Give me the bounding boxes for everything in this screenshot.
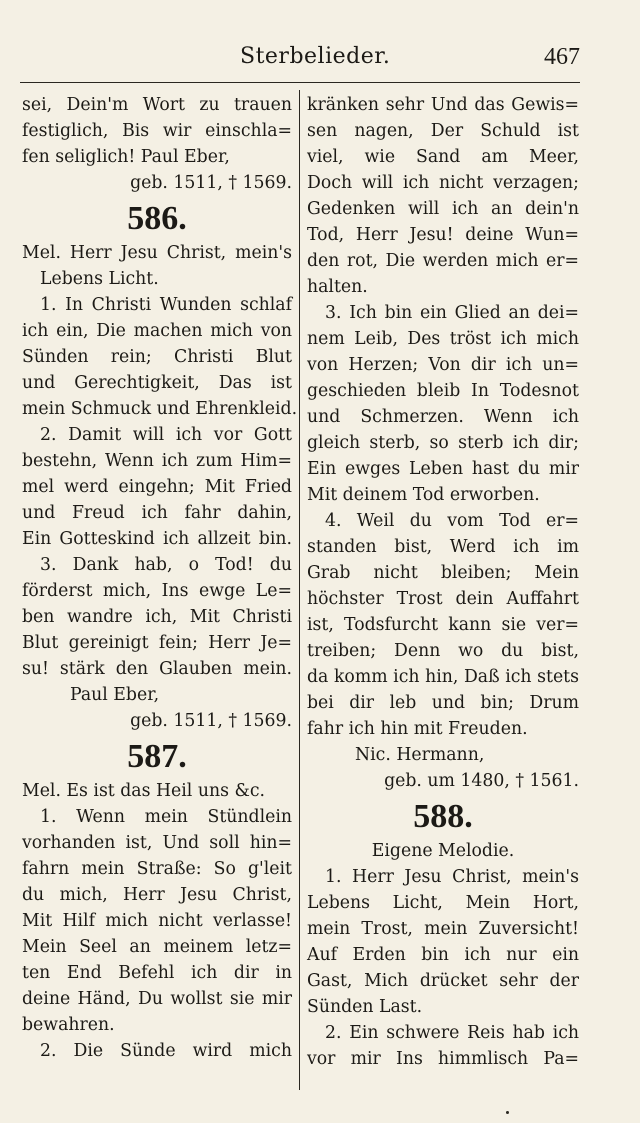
right-text-line: höchster Trost dein Auffahrt (307, 589, 579, 609)
right-text-line: vor mir Ins himmlisch Pa= (307, 1049, 579, 1069)
right-text-line: nem Leib, Des tröst ich mich (307, 329, 579, 349)
left-text-line: 1. In Christi Wunden schlaf (40, 295, 292, 315)
right-text-line: geb. um 1480, † 1561. (384, 771, 579, 791)
left-text-line: 3. Dank hab, o Tod! du (40, 555, 292, 575)
right-text-line: Gast, Mich drücket sehr der (307, 971, 579, 991)
right-text-line: sen nagen, Der Schuld ist (307, 121, 579, 141)
right-text-line: Lebens Licht, Mein Hort, (307, 893, 579, 913)
left-text-line: su! stärk den Glauben mein. (22, 659, 292, 679)
right-text-line: 3. Ich bin ein Glied an dei= (325, 303, 579, 323)
left-text-line: mel werd eingehn; Mit Fried (22, 477, 292, 497)
left-text-line: bewahren. (22, 1015, 115, 1035)
hymn-number: 587. (127, 738, 187, 775)
print-speck (506, 1111, 509, 1114)
left-text-line: und Freud ich fahr dahin, (22, 503, 292, 523)
right-text-line: mein Trost, mein Zuversicht! (307, 919, 579, 939)
left-text-line: fen seliglich! Paul Eber, (22, 147, 230, 167)
left-text-line: festiglich, Bis wir einschla= (22, 121, 292, 141)
right-text-line: Nic. Hermann, (355, 745, 485, 765)
left-text-line: Mel. Herr Jesu Christ, mein's (22, 243, 292, 263)
left-text-line: Mel. Es ist das Heil uns &c. (22, 781, 265, 801)
right-text-line: fahr ich hin mit Freuden. (307, 719, 528, 739)
right-text-line: geschieden bleib In Todesnot (307, 381, 579, 401)
left-text-line: Sünden rein; Christi Blut (22, 347, 292, 367)
right-text-line: Tod, Herr Jesu! deine Wun= (307, 225, 579, 245)
left-text-line: vorhanden ist, Und soll hin= (22, 833, 292, 853)
left-text-line: geb. 1511, † 1569. (130, 711, 292, 731)
right-text-line: 2. Ein schwere Reis hab ich (325, 1023, 579, 1043)
page-number: 467 (544, 44, 580, 70)
left-text-line: du mich, Herr Jesu Christ, (22, 885, 292, 905)
left-text-line: 1. Wenn mein Stündlein (40, 807, 292, 827)
left-text-line: geb. 1511, † 1569. (130, 173, 292, 193)
right-text-line: ist, Todsfurcht kann sie ver= (307, 615, 579, 635)
left-text-line: 2. Die Sünde wird mich (40, 1041, 292, 1061)
right-text-line: gleich sterb, so sterb ich dir; (307, 433, 579, 453)
left-text-line: ten End Befehl ich dir in (22, 963, 292, 983)
right-text-line: von Herzen; Von dir ich un= (307, 355, 579, 375)
right-column (307, 92, 579, 1072)
left-text-line: ich ein, Die machen mich von (22, 321, 292, 341)
right-text-line: viel, wie Sand am Meer, (307, 147, 579, 167)
left-text-line: und Gerechtigkeit, Das ist (22, 373, 292, 393)
left-text-line: Blut gereinigt fein; Herr Je= (22, 633, 292, 653)
right-text-line: bei dir leb und bin; Drum (307, 693, 579, 713)
right-text-line: treiben; Denn wo du bist, (307, 641, 579, 661)
right-text-line: Grab nicht bleiben; Mein (307, 563, 579, 583)
column-divider (299, 90, 300, 1090)
right-text-line: den rot, Die werden mich er= (307, 251, 579, 271)
right-text-line: Gedenken will ich an dein'n (307, 199, 579, 219)
hymn-number: 588. (413, 798, 473, 835)
right-text-line: Auf Erden bin ich nur ein (307, 945, 579, 965)
right-text-line: Mit deinem Tod erworben. (307, 485, 540, 505)
left-text-line: deine Händ, Du wollst sie mir (22, 989, 292, 1009)
running-title: Sterbelieder. (240, 44, 391, 69)
left-text-line: sei, Dein'm Wort zu trauen (22, 95, 292, 115)
right-text-line: standen bist, Werd ich im (307, 537, 579, 557)
left-column (22, 92, 298, 1064)
right-text-line: 1. Herr Jesu Christ, mein's (325, 867, 579, 887)
left-text-line: förderst mich, Ins ewge Le= (22, 581, 292, 601)
header-rule (20, 82, 580, 83)
right-text-line: da komm ich hin, Daß ich stets (307, 667, 579, 687)
left-text-line: mein Schmuck und Ehrenkleid. (22, 399, 298, 419)
running-header (20, 44, 580, 80)
left-text-line: Lebens Licht. (40, 269, 159, 289)
left-text-line: Paul Eber, (70, 685, 160, 705)
left-text-line: Mit Hilf mich nicht verlasse! (22, 911, 292, 931)
right-text-line: halten. (307, 277, 368, 297)
left-text-line: 2. Damit will ich vor Gott (40, 425, 292, 445)
hymn-number: 586. (127, 200, 187, 237)
right-text-line: Doch will ich nicht verzagen; (307, 173, 579, 193)
left-text-line: fahrn mein Straße: So g'leit (22, 859, 292, 879)
right-text-line: Sünden Last. (307, 997, 423, 1017)
left-text-line: bestehn, Wenn ich zum Him= (22, 451, 292, 471)
left-text-line: Ein Gotteskind ich allzeit bin. (22, 529, 292, 549)
right-text-line: 4. Weil du vom Tod er= (325, 511, 579, 531)
left-text-line: ben wandre ich, Mit Christi (22, 607, 292, 627)
right-text-line: kränken sehr Und das Gewis= (307, 95, 579, 115)
right-text-line: und Schmerzen. Wenn ich (307, 407, 579, 427)
right-text-line: Eigene Melodie. (371, 841, 515, 861)
right-text-line: Ein ewges Leben hast du mir (307, 459, 579, 479)
left-text-line: Mein Seel an meinem letz= (22, 937, 292, 957)
